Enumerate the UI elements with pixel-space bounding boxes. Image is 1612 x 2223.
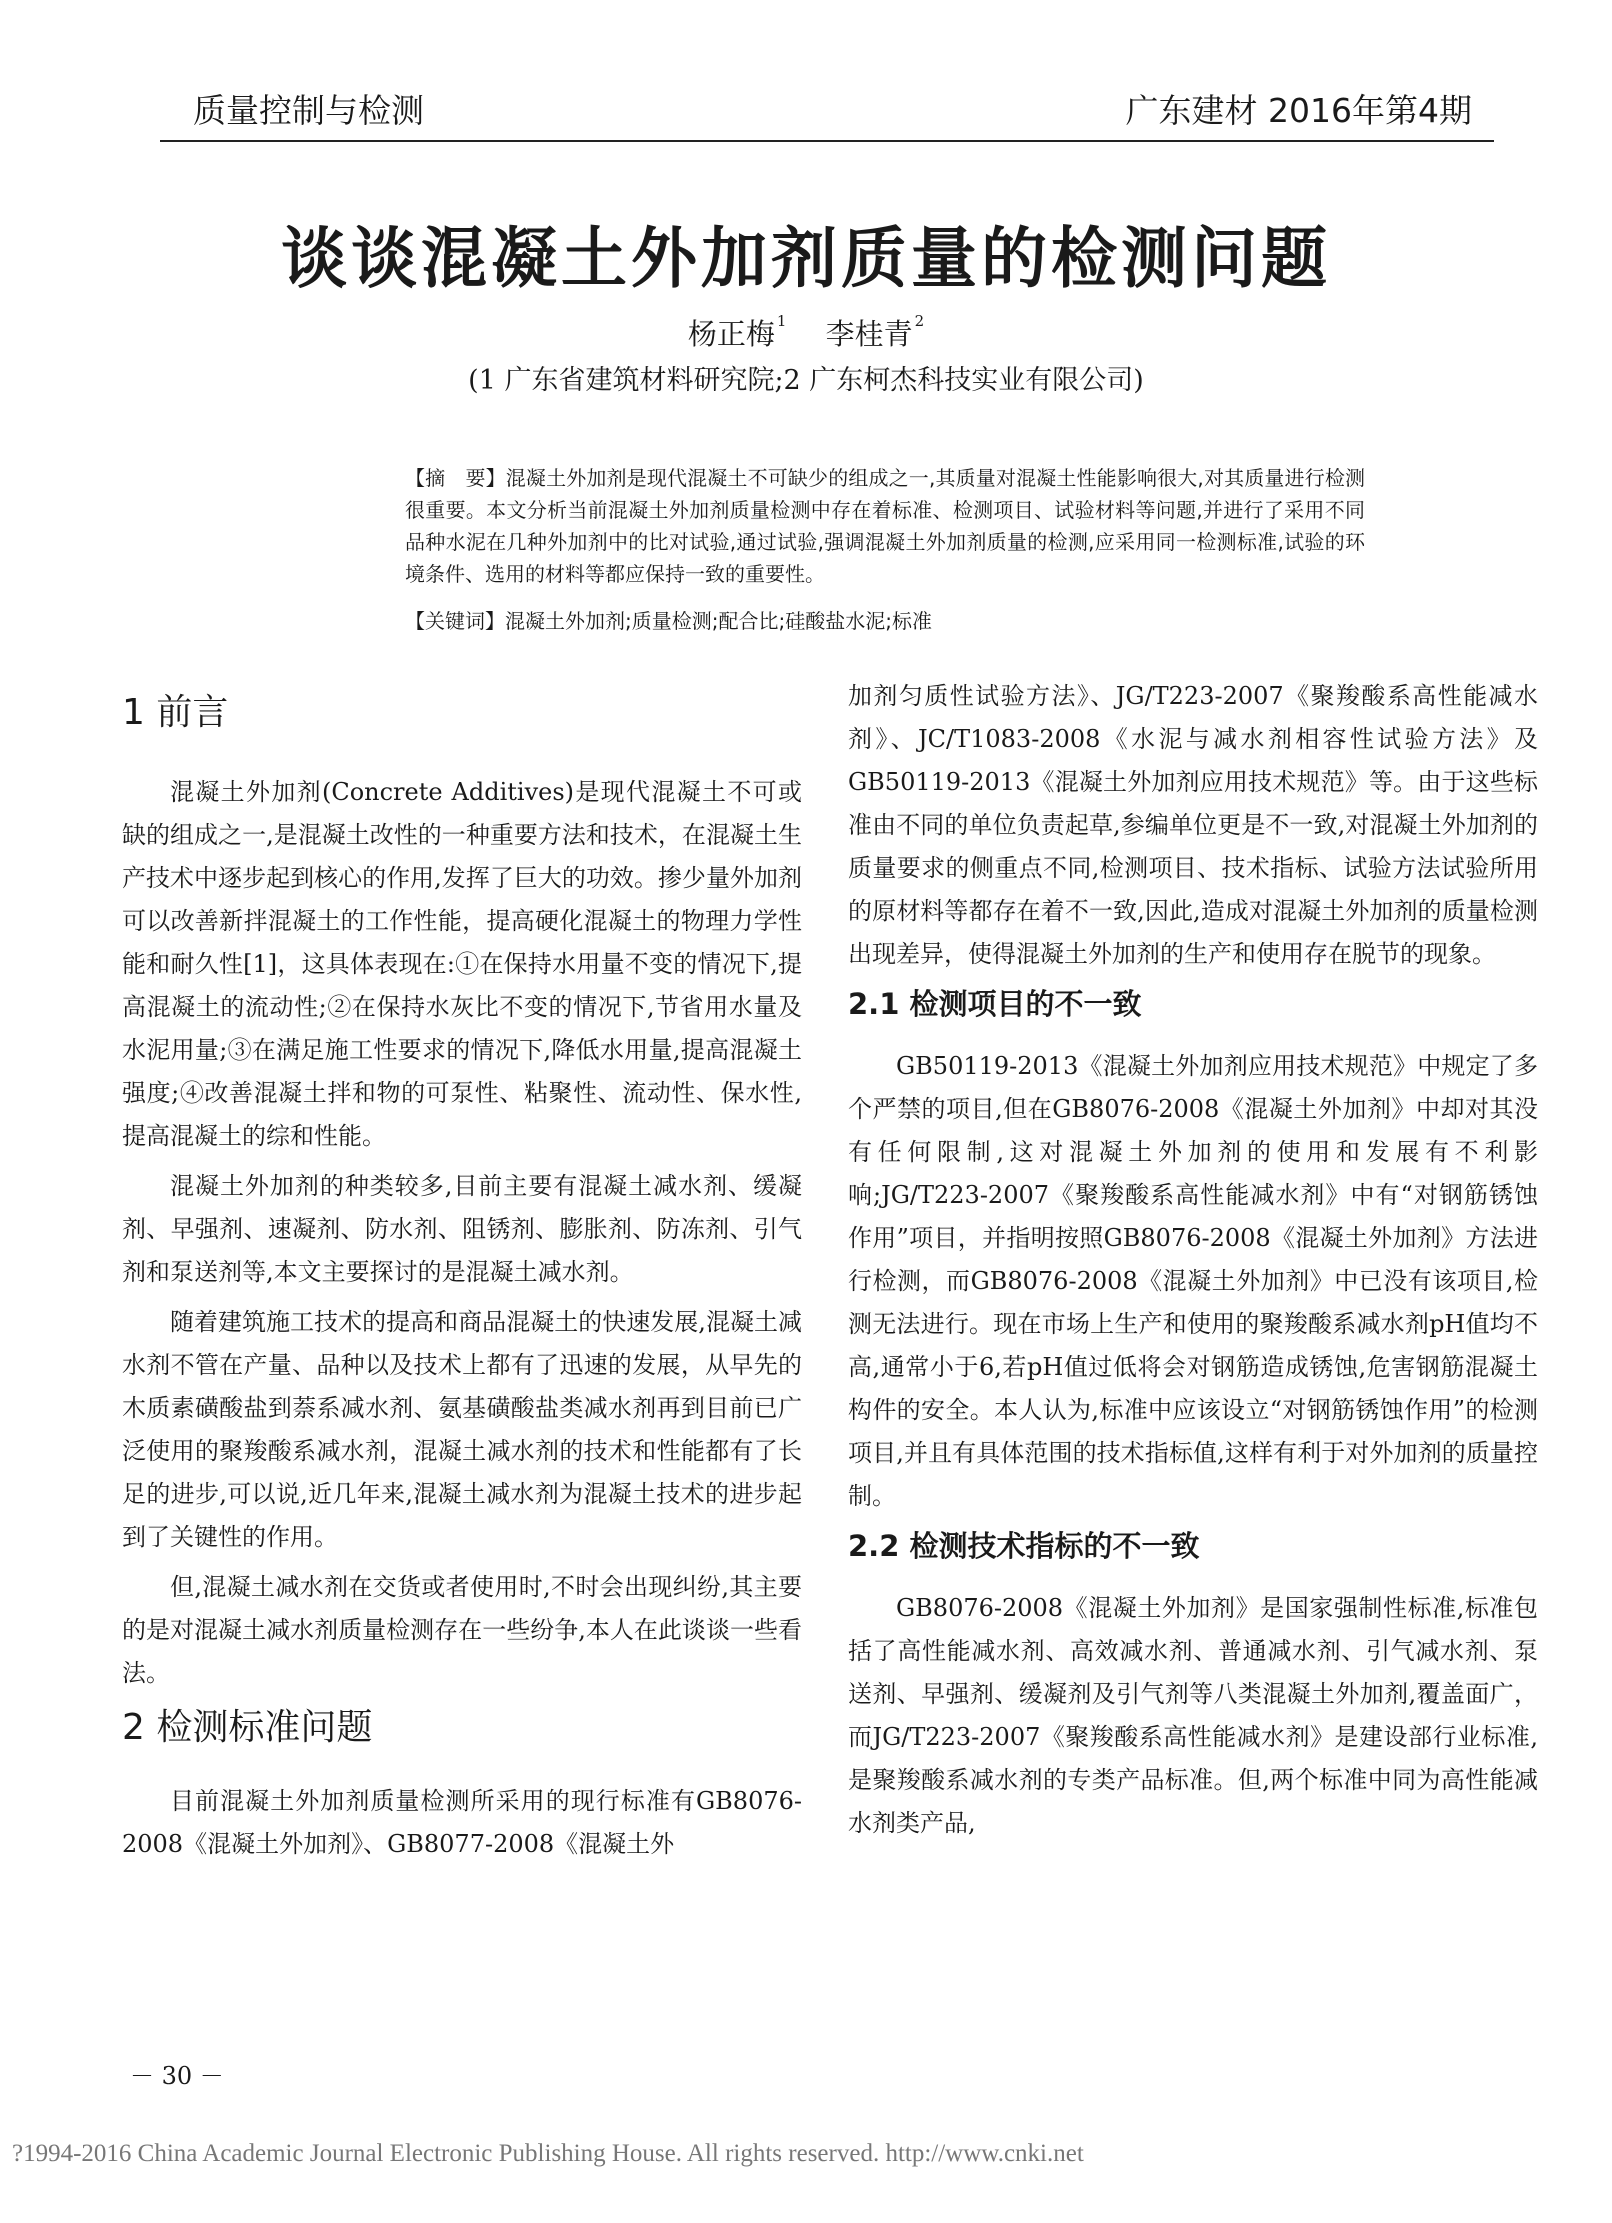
- abstract-text: 混凝土外加剂是现代混凝土不可缺少的组成之一,其质量对混凝土性能影响很大,对其质量进行检测很重要。本文分析当前混凝土外加剂质量检测中存在着标准、检测项目、试验材料等问题,并进行了采用不同品种水泥在几种外加剂中的比对试验,通过试验,强调混凝土外加剂质量的检测,应采用同一检测标准,试验的环境条件、选用的材料等都应保持一致的重要性。: [405, 466, 1366, 586]
- author-affiliation-mark: 2: [914, 312, 925, 330]
- paragraph: GB50119-2013《混凝土外加剂应用技术规范》中规定了多个严禁的项目,但在GB8076-2008《混凝土外加剂》中却对其没有任何限制,这对混凝土外加剂的使用和发展有不利影响;JG/T223-2007《聚羧酸系高性能减水剂》中有“对钢筋锈蚀作用”项目，并指明按照GB8076-2008《混凝土外加剂》方法进行检测，而GB8076-2008《混凝土外加剂》中已没有该项目,检测无法进行。现在市场上生产和使用的聚羧酸系减水剂pH值均不高,通常小于6,若pH值过低将会对钢筋造成锈蚀,危害钢筋混凝土构件的安全。本人认为,标准中应该设立“对钢筋锈蚀作用”的检测项目,并且有具体范围的技术指标值,这样有利于对外加剂的质量控制。: [848, 1052, 1538, 1510]
- paragraph: 混凝土外加剂的种类较多,目前主要有混凝土减水剂、缓凝剂、早强剂、速凝剂、防水剂、阻锈剂、膨胀剂、防冻剂、引气剂和泵送剂等,本文主要探讨的是混凝土减水剂。: [122, 1172, 802, 1286]
- keywords: [405, 605, 1365, 637]
- paragraph: 目前混凝土外加剂质量检测所采用的现行标准有GB8076-2008《混凝土外加剂》、GB8077-2008《混凝土外: [122, 1787, 802, 1858]
- section-heading: 2 检测标准问题: [122, 1707, 373, 1748]
- running-header-section: 质量控制与检测: [193, 91, 424, 130]
- keywords-text: 混凝土外加剂;质量检测;配合比;硅酸盐水泥;标准: [505, 609, 932, 633]
- copyright-footer: ?1994-2016 China Academic Journal Electronic Publishing House. All rights reserved. http://www.cnki.net: [12, 2140, 1084, 2167]
- keywords-label: 【关键词】: [405, 609, 505, 633]
- paragraph: 随着建筑施工技术的提高和商品混凝土的快速发展,混凝土减水剂不管在产量、品种以及技术上都有了迅速的发展，从早先的木质素磺酸盐到萘系减水剂、氨基磺酸盐类减水剂再到目前已广泛使用的聚羧酸系减水剂，混凝土减水剂的技术和性能都有了长足的进步,可以说,近几年来,混凝土减水剂为混凝土技术的进步起到了关键性的作用。: [122, 1308, 802, 1551]
- author-affiliation-mark: 1: [776, 312, 787, 330]
- paragraph: 加剂匀质性试验方法》、JG/T223-2007《聚羧酸系高性能减水剂》、JC/T1083-2008《水泥与减水剂相容性试验方法》及GB50119-2013《混凝土外加剂应用技术规范》等。由于这些标准由不同的单位负责起草,参编单位更是不一致,对混凝土外加剂的质量要求的侧重点不同,检测项目、技术指标、试验方法试验所用的原材料等都存在着不一致,因此,造成对混凝土外加剂的质量检测出现差异，使得混凝土外加剂的生产和使用存在脱节的现象。: [848, 682, 1538, 968]
- paragraph: 但,混凝土减水剂在交货或者使用时,不时会出现纠纷,其主要的是对混凝土减水剂质量检测存在一些纷争,本人在此谈谈一些看法。: [122, 1573, 802, 1687]
- paragraph: 混凝土外加剂(Concrete Additives)是现代混凝土不可或缺的组成之一,是混凝土改性的一种重要方法和技术，在混凝土生产技术中逐步起到核心的作用,发挥了巨大的功效。掺少量外加剂可以改善新拌混凝土的工作性能，提高硬化混凝土的物理力学性能和耐久性[1]，这具体表现在:①在保持水用量不变的情况下,提高混凝土的流动性;②在保持水灰比不变的情况下,节省用水量及水泥用量;③在满足施工性要求的情况下,降低水用量,提高混凝土强度;④改善混凝土拌和物的可泵性、粘聚性、流动性、保水性,提高混凝土的综和性能。: [122, 778, 802, 1150]
- right-column: [848, 675, 1538, 1852]
- header-rule: [160, 140, 1494, 142]
- abstract-label: 【摘 要】: [405, 466, 506, 490]
- author-list: [0, 312, 1612, 353]
- article-title: 谈谈混凝土外加剂质量的检测问题: [281, 220, 1331, 297]
- author-name: 李桂青: [825, 317, 913, 351]
- page-number: － 30 －: [130, 2062, 224, 2090]
- left-column: [122, 675, 802, 1873]
- subsection-heading: 2.2 检测技术指标的不一致: [848, 1529, 1200, 1563]
- abstract: [405, 462, 1365, 590]
- section-heading: 1 前言: [122, 692, 229, 733]
- running-header-journal: 广东建材 2016年第4期: [1125, 91, 1472, 130]
- author-name: 杨正梅: [687, 317, 775, 351]
- affiliation: (1 广东省建筑材料研究院;2 广东柯杰科技实业有限公司): [468, 365, 1144, 396]
- paragraph: GB8076-2008《混凝土外加剂》是国家强制性标准,标准包括了高性能减水剂、高效减水剂、普通减水剂、引气减水剂、泵送剂、早强剂、缓凝剂及引气剂等八类混凝土外加剂,覆盖面广，而JG/T223-2007《聚羧酸系高性能减水剂》是建设部行业标准,是聚羧酸系减水剂的专类产品标准。但,两个标准中同为高性能减水剂类产品,: [848, 1594, 1538, 1837]
- subsection-heading: 2.1 检测项目的不一致: [848, 987, 1142, 1021]
